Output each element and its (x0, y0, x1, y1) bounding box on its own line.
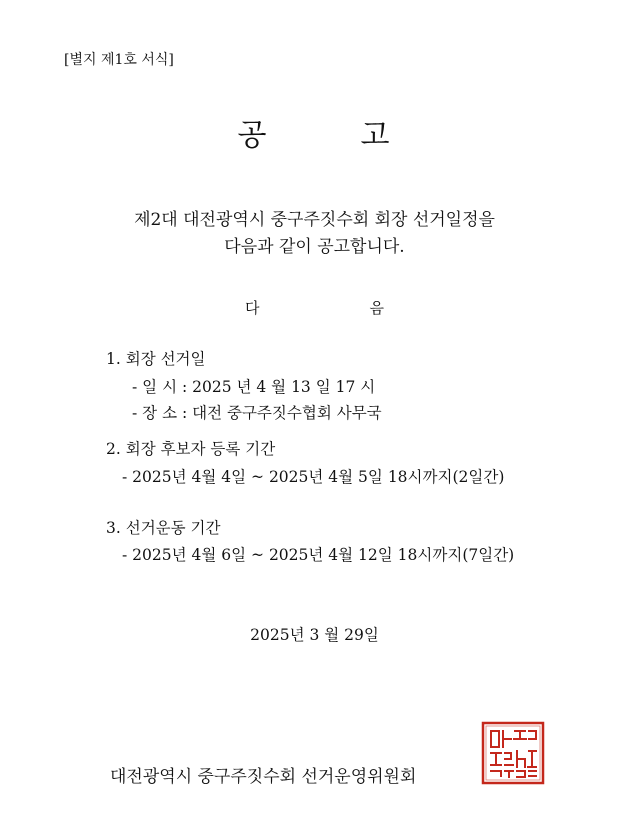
section-2-period: - 2025년 4월 4일 ~ 2025년 4월 5일 18시까지(2일간) (122, 468, 505, 486)
title-char-2: 고 (360, 118, 392, 153)
title-char-1: 공 (237, 118, 269, 153)
section-1-datetime: - 일 시 : 2025 년 4 월 13 일 17 시 (132, 378, 376, 396)
intro-line-2: 다음과 같이 공고합니다. (224, 237, 405, 257)
signature-org: 대전광역시 중구주짓수회 선거운영위원회 (110, 767, 417, 787)
section-1-heading: 1. 회장 선거일 (106, 350, 206, 368)
eum-char: 음 (369, 299, 384, 317)
dae-eum-heading (0, 297, 629, 318)
section-3-heading: 3. 선거운동 기간 (106, 519, 221, 537)
intro-line-1: 제2대 대전광역시 중구주짓수회 회장 선거일정을 (134, 210, 495, 230)
section-1-place: - 장 소 : 대전 중구주짓수협회 사무국 (132, 404, 382, 422)
announcement-date: 2025년 3 월 29일 (250, 626, 379, 644)
section-3-period: - 2025년 4월 6일 ~ 2025년 4월 12일 18시까지(7일간) (122, 546, 515, 564)
section-2-heading: 2. 회장 후보자 등록 기간 (106, 440, 276, 458)
page-title (0, 110, 629, 154)
official-seal (481, 721, 545, 785)
form-label: [별지 제1호 서식] (64, 52, 174, 68)
dae-char: 다 (245, 299, 260, 317)
